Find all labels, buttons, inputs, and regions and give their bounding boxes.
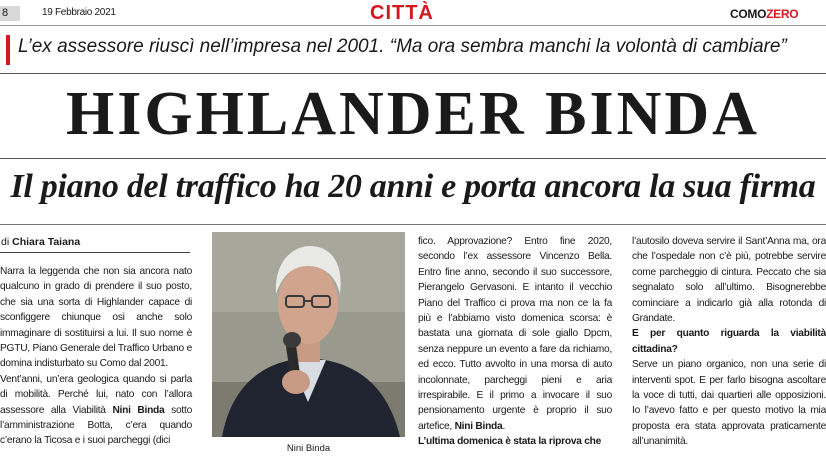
kicker-accent-bar <box>6 35 10 65</box>
brand-logo-como: COMO <box>730 7 767 21</box>
brand-logo <box>730 7 798 21</box>
byline-divider <box>0 252 190 253</box>
brand-logo-zero: ZERO <box>766 7 799 21</box>
paragraph: l’autosilo doveva servire il Sant’Anna ma, ora che l’ospedale non c’è più, potrebbe servire come parcheggio di cintura. Peccato che sia segnalato solo all’ultimo. Bisognerebbe cominciare a indicarlo già alla rotonda di Grandate. <box>632 236 826 325</box>
portrait-photo-drawing <box>212 232 405 437</box>
interview-question: E per quanto riguarda la viabilità cittadina? <box>632 328 826 355</box>
page-number: 8 <box>0 6 20 21</box>
paragraph: Narra la leggenda che non sia ancora nato qualcuno in grado di prendere il suo posto, che sia una sorta di Highlander capace di sconfiggere chiunque osi anche solo immaginare di sostituirsi a lui. Il suo nome è PGTU, Piano Generale del Traffico Urbano e domina indisturbato su Como dal 2001. <box>0 266 192 370</box>
text-run: sotto l’amministrazione Botta, c’era quando c’erano la Ticosa e i suoi parcheggi (dici <box>0 404 193 447</box>
text-run: fico. Approvazione? Entro fine 2020, secondo l’ex assessore Vincenzo Bella. Entro fine anno, secondo il suo successore, Pierangelo Gervasoni. E intanto il vecchio Piano del Traffico ci prova ma non ce la fa più e l’abbiamo visto domenica scorsa: è bastata una giornata di sole giallo Dpcm, senza neppure un evento a fare da richiamo, ed ecco. Tutto avvolto in una morsa di auto incolonnate, parcheggi pieni e aria irrespirabile. E il primo a invocare il suo pensionamento urgente è proprio il suo artefice, <box>418 236 612 432</box>
header-divider <box>0 25 826 26</box>
subheadline-divider <box>0 224 826 225</box>
issue-date: 19 Febbraio 2021 <box>42 7 116 18</box>
kicker-line: L’ex assessore riuscì nell’impresa nel 2001. “Ma ora sembra manchi la volontà di cambiare” <box>18 36 787 57</box>
section-label: CITTÀ <box>370 2 434 24</box>
paragraph: L’ultima domenica è stata la riprova che <box>418 436 602 448</box>
name-highlight: Nini Binda <box>454 420 503 432</box>
article-column-1 <box>0 264 192 449</box>
byline <box>1 236 80 248</box>
byline-prefix: di <box>1 236 10 248</box>
text-run: Vent’anni, un’era geologica quando si parla di mobilità. Perché lui, nato con l’allora assessore alla Viabilità <box>0 373 192 416</box>
kicker-divider <box>0 73 826 74</box>
paragraph <box>418 234 612 434</box>
text-run: . <box>502 420 506 432</box>
photo-caption: Nini Binda <box>286 443 331 454</box>
headline-divider <box>0 158 826 159</box>
article-column-3 <box>418 234 612 450</box>
paragraph <box>0 372 192 449</box>
headline: HIGHLANDER BINDA <box>66 80 760 148</box>
byline-author: Chiara Taiana <box>12 236 81 248</box>
subheadline: Il piano del traffico ha 20 anni e porta ancora la sua firma <box>10 168 816 205</box>
portrait-photo <box>212 232 405 437</box>
paragraph: Serve un piano organico, non una serie di interventi spot. E per farlo bisogna ascoltare la voce di tutti, dai quartieri alle opposizioni. Io l’avevo fatto e per questo motivo la mia proposta era stata approvata praticamente all’unanimità. <box>632 359 826 448</box>
article-column-4 <box>632 234 826 450</box>
name-highlight: Nini Binda <box>112 404 165 416</box>
